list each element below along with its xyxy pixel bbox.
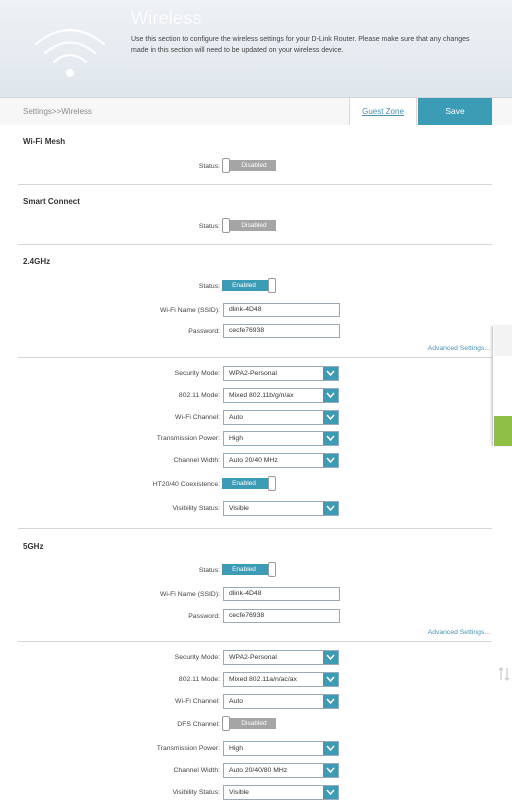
g24-mode-label: 802.11 Mode: xyxy=(178,392,220,399)
g5-dfs-label: DFS Channel: xyxy=(177,721,220,728)
chevron-down-icon xyxy=(323,389,338,402)
g24-mode-select[interactable]: Mixed 802.11b/g/n/ax xyxy=(223,388,339,403)
chevron-down-icon xyxy=(323,502,338,515)
smart-connect-status-toggle[interactable]: Disabled xyxy=(222,218,276,232)
g24-width-select[interactable]: Auto 20/40 MHz xyxy=(223,453,339,468)
save-button[interactable]: Save xyxy=(418,98,492,125)
g24-visibility-select[interactable]: Visible xyxy=(223,501,339,516)
g24-ssid-input[interactable]: dlink-4D48 xyxy=(223,303,340,317)
g5-ssid-label: Wi-Fi Name (SSID): xyxy=(159,591,220,598)
chevron-down-icon xyxy=(323,695,338,708)
toggle-knob xyxy=(222,158,230,173)
chevron-down-icon xyxy=(323,673,338,686)
chevron-down-icon xyxy=(323,786,338,799)
g5-password-input[interactable]: cecfe76938 xyxy=(223,609,340,623)
g5-status-toggle[interactable]: Enabled xyxy=(222,562,276,576)
g5-password-label: Password: xyxy=(188,613,220,620)
toggle-knob xyxy=(222,218,230,233)
page-title: Wireless xyxy=(131,8,202,28)
g5-channel-select[interactable]: Auto xyxy=(223,694,339,709)
g5-channel-label: Wi-Fi Channel: xyxy=(175,698,220,705)
g24-status-label: Status: xyxy=(198,283,220,290)
toggle-knob xyxy=(268,278,276,293)
mesh-status-toggle[interactable]: Disabled xyxy=(222,158,276,172)
chevron-down-icon xyxy=(323,742,338,755)
mesh-status-label: Status: xyxy=(198,163,220,170)
g5-width-select[interactable]: Auto 20/40/80 MHz xyxy=(223,763,339,778)
toggle-knob xyxy=(268,476,276,491)
g24-advanced-settings-link[interactable]: Advanced Settings... xyxy=(427,345,490,352)
g24-channel-label: Wi-Fi Channel: xyxy=(175,414,220,421)
chevron-down-icon xyxy=(323,432,338,445)
g5-mode-label: 802.11 Mode: xyxy=(178,676,220,683)
chevron-down-icon xyxy=(323,651,338,664)
g5-ssid-input[interactable]: dlink-4D48 xyxy=(223,587,340,601)
g5-dfs-toggle[interactable]: Disabled xyxy=(222,716,276,730)
g5-width-label: Channel Width: xyxy=(173,767,220,774)
chevron-down-icon xyxy=(323,764,338,777)
g24-coexistence-toggle[interactable]: Enabled xyxy=(222,476,276,490)
section-title-wifi-mesh: Wi-Fi Mesh xyxy=(23,137,66,146)
page-header xyxy=(0,0,512,98)
g24-security-select[interactable]: WPA2-Personal xyxy=(223,366,339,381)
wifi-icon xyxy=(32,22,108,84)
chevron-down-icon xyxy=(323,411,338,424)
chevron-down-icon xyxy=(323,367,338,380)
g24-password-input[interactable]: cecfe76938 xyxy=(223,324,340,338)
g24-power-select[interactable]: High xyxy=(223,431,339,446)
g5-power-select[interactable]: High xyxy=(223,741,339,756)
g24-width-label: Channel Width: xyxy=(173,457,220,464)
g5-mode-select[interactable]: Mixed 802.11a/n/ac/ax xyxy=(223,672,339,687)
g24-visibility-label: Visibility Status: xyxy=(172,505,220,512)
divider xyxy=(18,357,492,358)
g5-visibility-label: Visibility Status: xyxy=(172,789,220,796)
g24-password-label: Password: xyxy=(188,328,220,335)
g5-security-select[interactable]: WPA2-Personal xyxy=(223,650,339,665)
g24-security-label: Security Mode: xyxy=(174,370,220,377)
divider xyxy=(18,641,492,642)
g5-security-label: Security Mode: xyxy=(174,654,220,661)
g5-power-label: Transmission Power: xyxy=(156,745,220,752)
divider xyxy=(18,184,492,185)
breadcrumb: Settings>>Wireless xyxy=(23,107,92,116)
divider xyxy=(18,244,492,245)
section-title-24ghz: 2.4GHz xyxy=(23,257,51,266)
g24-channel-select[interactable]: Auto xyxy=(223,410,339,425)
smart-status-label: Status: xyxy=(198,223,220,230)
g24-status-toggle[interactable]: Enabled xyxy=(222,278,276,292)
divider xyxy=(18,528,492,529)
chevron-down-icon xyxy=(323,454,338,467)
g5-visibility-select[interactable]: Visible xyxy=(223,785,339,800)
toggle-knob xyxy=(222,716,230,731)
section-title-5ghz: 5GHz xyxy=(23,542,44,551)
guest-zone-link[interactable]: Guest Zone xyxy=(349,98,417,125)
g24-ssid-label: Wi-Fi Name (SSID): xyxy=(159,307,220,314)
g24-power-label: Transmission Power: xyxy=(156,435,220,442)
section-title-smart-connect: Smart Connect xyxy=(23,197,80,206)
sort-arrows-icon[interactable] xyxy=(498,666,510,682)
g24-coexist-label: HT20/40 Coexistence: xyxy=(152,481,220,488)
toggle-knob xyxy=(268,562,276,577)
page-description: Use this section to configure the wireless settings for your D-Link Router. Please make sure that any changes made in this section will need to be updated on your wireless device. xyxy=(131,36,470,54)
side-thumbnail[interactable] xyxy=(492,326,512,446)
g5-advanced-settings-link[interactable]: Advanced Settings... xyxy=(427,629,490,636)
g5-status-label: Status: xyxy=(198,567,220,574)
